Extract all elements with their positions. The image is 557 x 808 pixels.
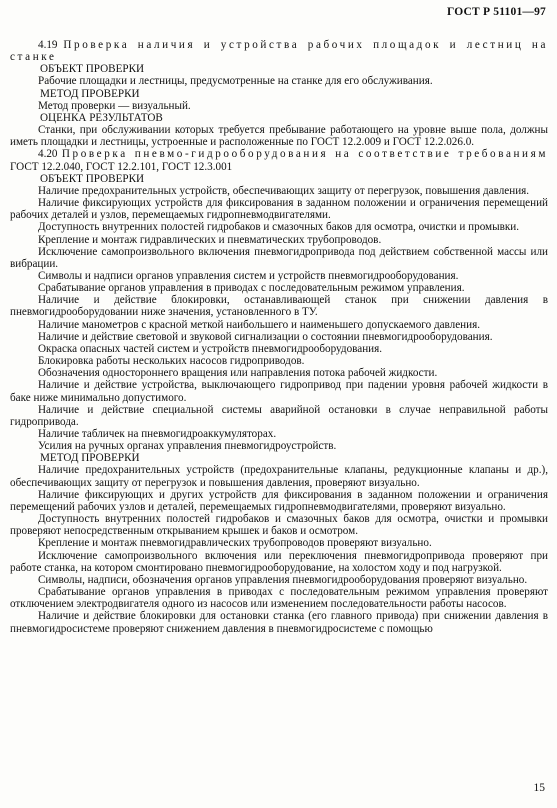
section-4-19-heading	[10, 39, 548, 63]
paragraph: Наличие и действие световой и звуковой сигнализации о состоянии пневмогидрооборудования.	[38, 330, 493, 343]
paragraph: Наличие табличек на пневмогидроаккумуляторах.	[38, 428, 277, 440]
paragraph: Наличие предохранительных устройств, обеспечивающих защиту от перегрузок, повышения давления.	[38, 184, 530, 197]
paragraph: Исключение самопроизвольного включения пневмогидропривода под действием собственной массы или вибрации.	[10, 245, 548, 270]
paragraph: Наличие манометров с красной меткой наибольшего и наименьшего допускаемого давления.	[38, 318, 481, 331]
paragraph: Обозначения одностороннего вращения или направления потока рабочей жидкости.	[38, 367, 438, 380]
section-title: Проверка пневмо-гидрооборудования на соответствие требованиям	[61, 148, 548, 161]
section-title-refs: ГОСТ 12.2.040, ГОСТ 12.2.101, ГОСТ 12.3.001	[10, 160, 233, 173]
paragraph: Символы, надписи, обозначения органов управления пневмогидрооборудования проверяют визуально.	[38, 573, 528, 586]
paragraph: Наличие и действие специальной системы аварийной остановки в случае неправильной работы гидропривода.	[10, 403, 548, 428]
subheading-result: ОЦЕНКА РЕЗУЛЬТАТОВ	[40, 111, 163, 124]
subheading-method: МЕТОД ПРОВЕРКИ	[40, 452, 140, 465]
subheading-method: МЕТОД ПРОВЕРКИ	[40, 87, 140, 100]
paragraph: Метод проверки — визуальный.	[38, 99, 191, 112]
paragraph: Крепление и монтаж гидравлических и пневматических трубопроводов.	[38, 233, 382, 246]
paragraph: Исключение самопроизвольного включения или переключения пневмогидропривода проверяют при работе станка, на котором смонтировано пневмогидрооборудование, на холостом ходу и под нагрузкой.	[10, 549, 548, 574]
paragraph: Наличие предохранительных устройств (предохранительные клапаны, редукционные клапаны и др.), обеспечивающих защиту от перегрузок и повышения давления, проверяют визуально.	[10, 464, 548, 489]
paragraph: Срабатывание органов управления в приводах с последовательным режимом управления проверяют отключением электродвигателя одного из насосов или изменением последовательности работы насосов.	[10, 586, 548, 611]
paragraph: Символы и надписи органов управления систем и устройств пневмогидрооборудования.	[38, 269, 459, 282]
paragraph: Станки, при обслуживании которых требуется пребывание работающего на уровне выше пола, должны иметь площадки и лестницы, устроенные и расположенные по ГОСТ 12.2.009 и ГОСТ 12.2.026.0.	[10, 124, 548, 149]
paragraph: Наличие фиксирующих и других устройств для фиксирования в заданном положении и ограничения перемещений рабочих узлов и деталей, перемещаемых гидропневмодвигателями, проверяют визуально.	[10, 488, 548, 513]
paragraph: Крепление и монтаж пневмогидравлических трубопроводов проверяют визуально.	[38, 537, 432, 550]
paragraph: Доступность внутренних полостей гидробаков и смазочных баков для осмотра, очистки и промывки проверяют непосредственным открыванием крышек и баков и осмотром.	[10, 513, 548, 538]
paragraph: Наличие и действие блокировки для остановки станка (его главного привода) при снижении давления в пневмогидросистеме проверяют снижением давления в пневмогидросистеме с помощью	[10, 610, 548, 635]
section-4-20-heading	[10, 148, 548, 172]
section-number: 4.19	[38, 39, 58, 51]
section-number: 4.20	[38, 148, 58, 161]
section-title: Проверка наличия и устройства рабочих площадок и лестниц на станке	[10, 39, 548, 64]
paragraph: Наличие фиксирующих устройств для фиксирования в заданном положении и ограничения перемещений рабочих деталей и узлов, перемещаемых гидропневмодвигателями.	[10, 197, 548, 222]
paragraph: Окраска опасных частей систем и устройств пневмогидрооборудования.	[38, 342, 383, 355]
subheading-object: ОБЪЕКТ ПРОВЕРКИ	[40, 63, 145, 76]
paragraph: Срабатывание органов управления в приводах с последовательным режимом управления.	[38, 282, 465, 295]
paragraph: Усилия на ручных органах управления пневмогидроустройств.	[38, 440, 337, 453]
document-code: ГОСТ Р 51101—97	[447, 6, 546, 18]
paragraph: Блокировка работы нескольких насосов гидроприводов.	[38, 355, 305, 368]
paragraph: Наличие и действие устройства, выключающего гидропривод при падении уровня рабочей жидкости в баке ниже минимально допустимого.	[10, 379, 548, 404]
page-number: 15	[533, 781, 545, 794]
subheading-object: ОБЪЕКТ ПРОВЕРКИ	[40, 172, 145, 185]
paragraph: Рабочие площадки и лестницы, предусмотренные на станке для его обслуживания.	[38, 75, 433, 88]
paragraph: Наличие и действие блокировки, останавливающей станок при снижении давления в пневмогидрооборудовании ниже значения, установленного в ТУ.	[10, 294, 548, 319]
page-content	[10, 39, 548, 635]
paragraph: Доступность внутренних полостей гидробаков и смазочных баков для осмотра, очистки и промывки.	[38, 221, 520, 234]
